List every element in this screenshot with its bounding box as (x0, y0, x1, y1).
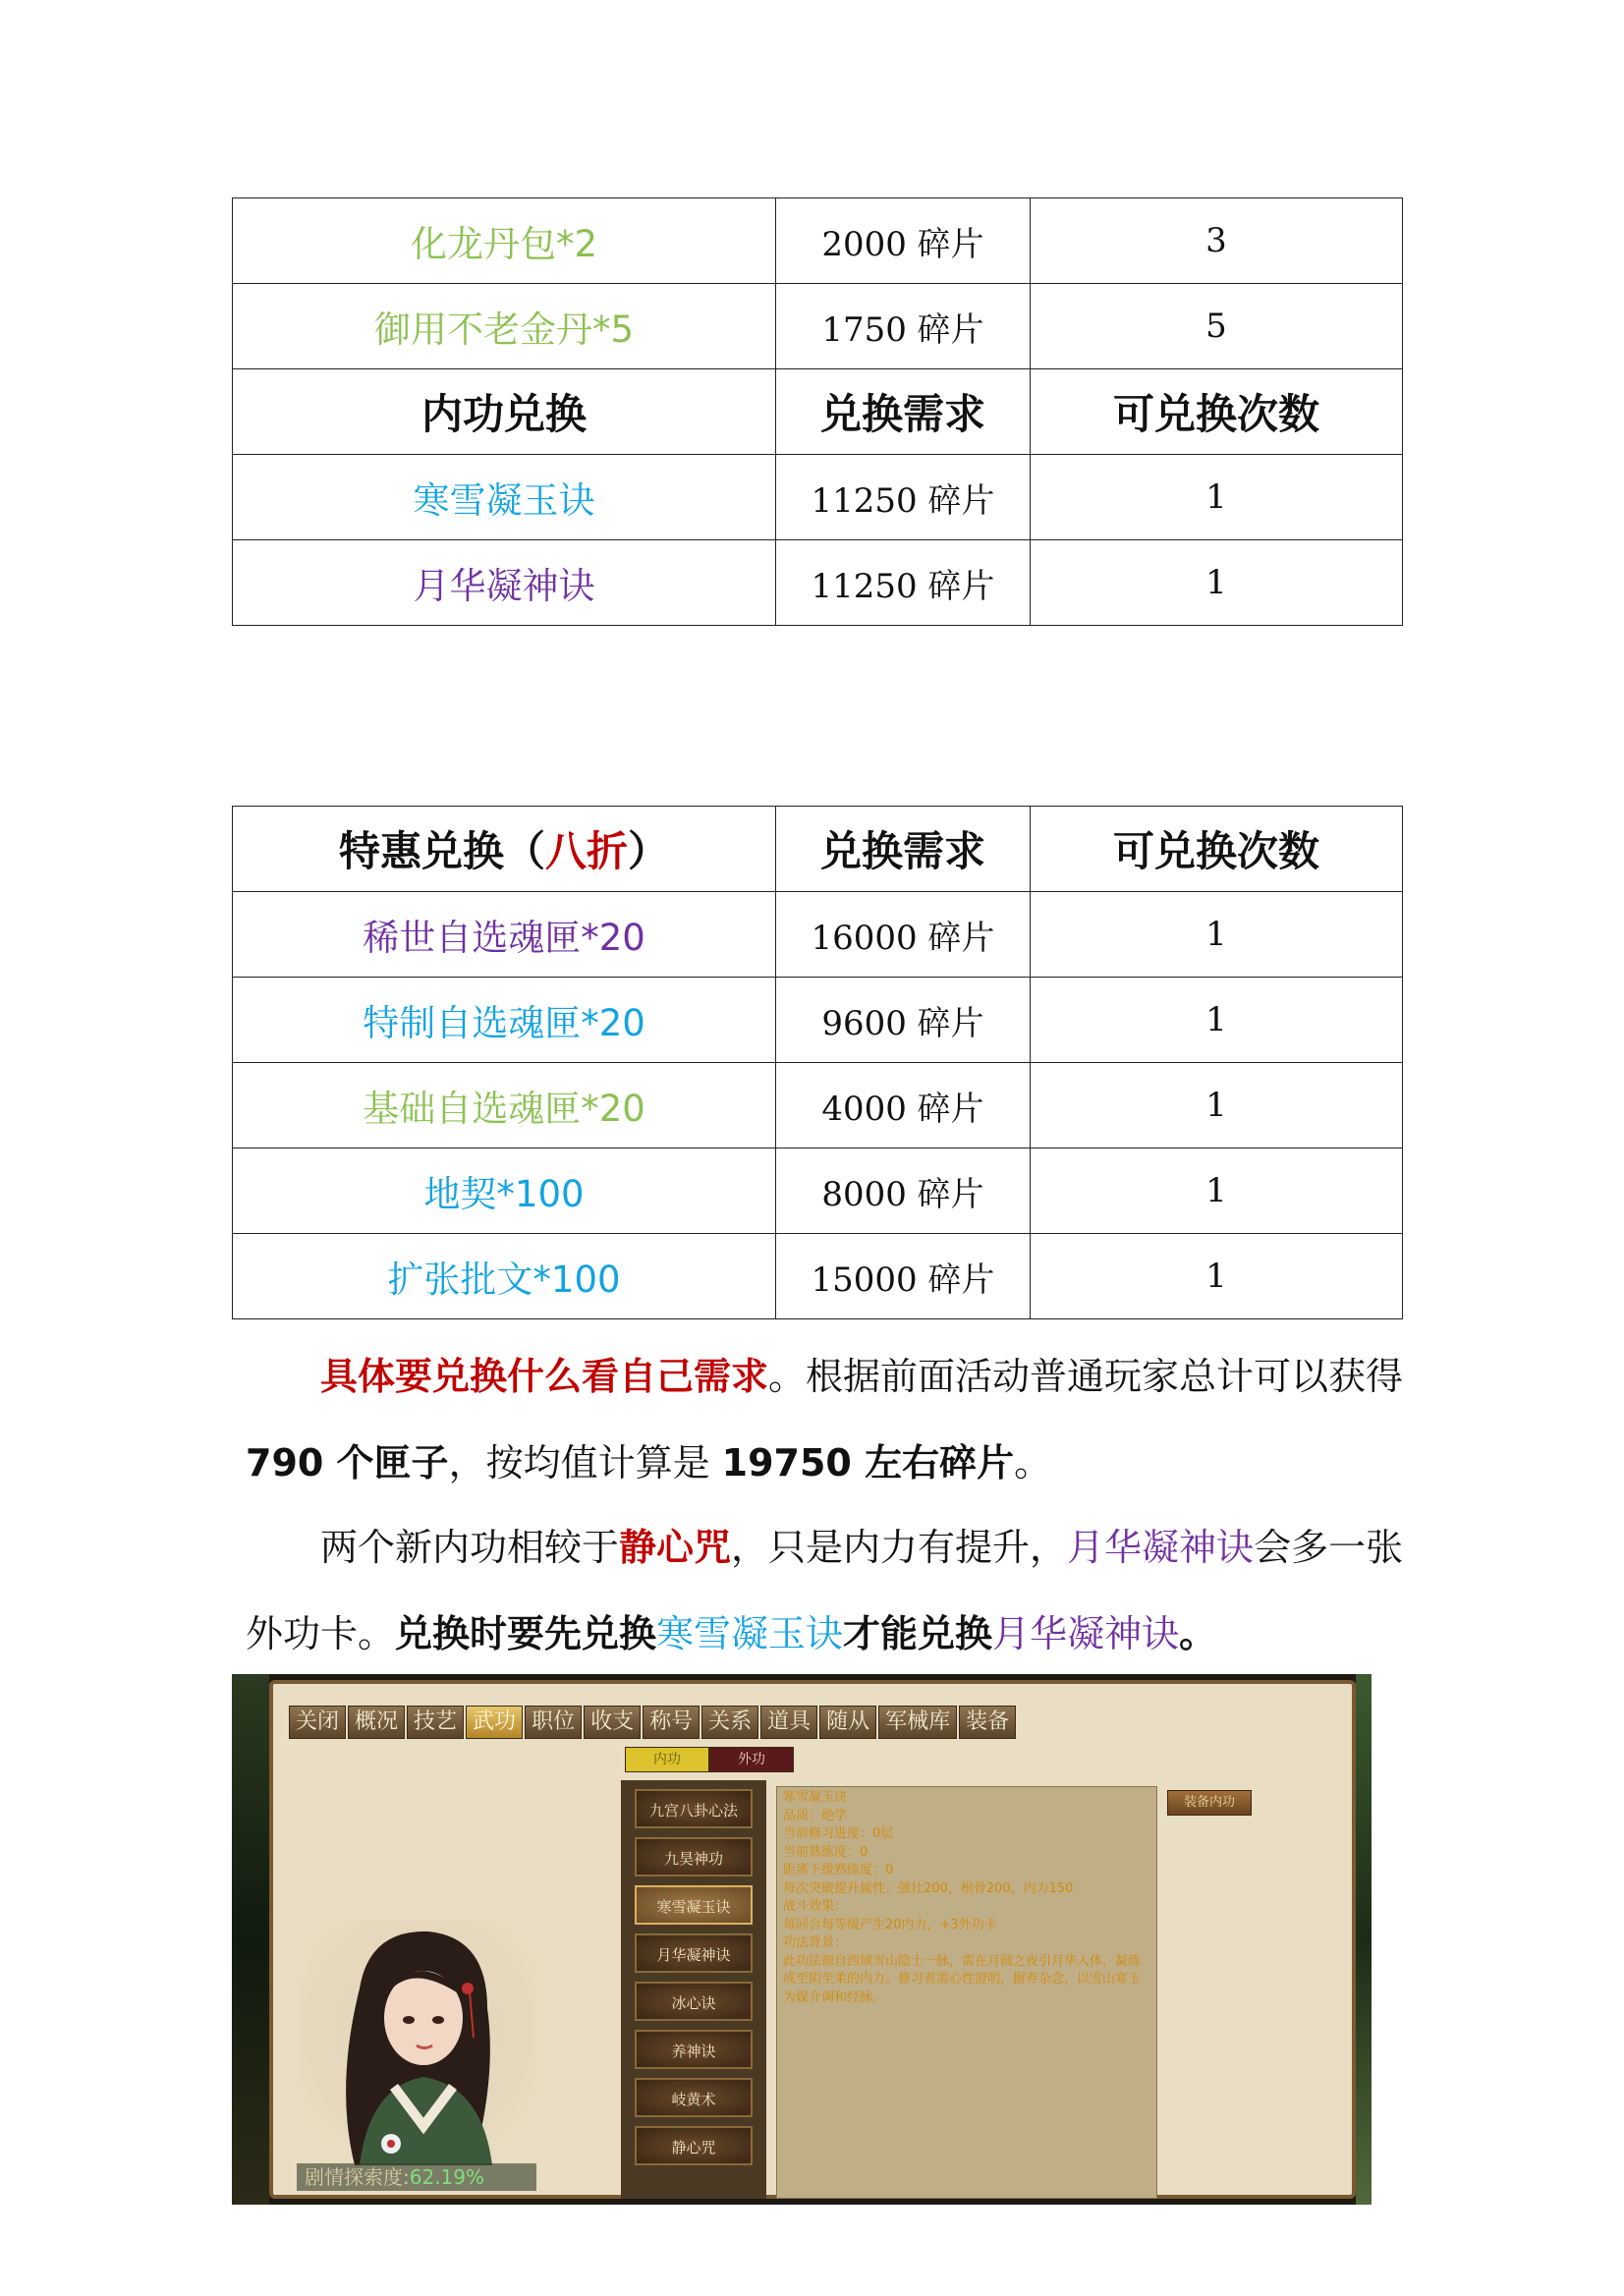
tab-relations[interactable]: 关系 (701, 1706, 758, 1739)
table-row (233, 892, 1403, 978)
item-cost: 11250 碎片 (776, 455, 1031, 540)
item-cost: 1750 碎片 (776, 284, 1031, 369)
item-times: 1 (1031, 540, 1403, 626)
table-row (233, 1148, 1403, 1234)
skill-list (621, 1780, 766, 2199)
tab-close[interactable]: 关闭 (289, 1706, 346, 1739)
story-progress: 剧情探索度:62.19% (297, 2163, 536, 2191)
tab-finance[interactable]: 收支 (584, 1706, 641, 1739)
desc-line: 寒雪凝玉诀 (783, 1790, 848, 1805)
item-name: 稀世自选魂匣*20 (233, 892, 776, 978)
table-row (233, 1063, 1403, 1148)
tab-skills[interactable]: 技艺 (407, 1706, 464, 1739)
header-cost: 兑换需求 (776, 807, 1031, 892)
item-cost: 8000 碎片 (776, 1148, 1031, 1234)
desc-line: 每次突破提升属性：强壮200，根骨200，内力150 (783, 1880, 1074, 1896)
item-times: 1 (1031, 1063, 1403, 1148)
skill-item[interactable]: 静心咒 (635, 2126, 753, 2165)
skill-item[interactable]: 冰心诀 (635, 1982, 753, 2021)
desc-line: 此功法源自西域雪山隐士一脉，需在月圆之夜引月华入体，凝练成至阴至柔的内力。修习者需心性澄明，摒弃杂念，以雪山寒玉为媒介调和经脉。 (783, 1953, 1142, 2005)
skill-item[interactable]: 养神诀 (635, 2030, 753, 2069)
table-row (233, 978, 1403, 1063)
item-times: 3 (1031, 198, 1403, 284)
skill-item[interactable]: 岐黄术 (635, 2078, 753, 2117)
skill-item[interactable]: 九宫八卦心法 (635, 1789, 753, 1828)
item-times: 1 (1031, 1148, 1403, 1234)
table-header-row (233, 807, 1403, 892)
table-row (233, 1234, 1403, 1319)
table-row (233, 540, 1403, 626)
exchange-table-1 (232, 197, 1403, 626)
header-times: 可兑换次数 (1031, 369, 1403, 455)
tab-followers[interactable]: 随从 (819, 1706, 876, 1739)
header-cost: 兑换需求 (776, 369, 1031, 455)
item-cost: 2000 碎片 (776, 198, 1031, 284)
tab-equipment[interactable]: 装备 (959, 1706, 1016, 1739)
exchange-table-2 (232, 806, 1403, 1319)
paragraph-note: 两个新内功相较于静心咒，只是内力有提升，月华凝神诀会多一张外功卡。兑换时要先兑换寒雪凝玉诀才能兑换月华凝神诀。 (246, 1526, 1404, 1655)
skill-item[interactable]: 九昊神功 (635, 1837, 753, 1876)
table-row (233, 455, 1403, 540)
paragraph-summary: 具体要兑换什么看自己需求。根据前面活动普通玩家总计可以获得 790 个匣子，按均值计算是 19750 左右碎片。 (246, 1355, 1404, 1484)
martial-subtabs (625, 1747, 794, 1772)
item-cost: 15000 碎片 (776, 1234, 1031, 1319)
desc-line: 当前熟练度：0 (783, 1844, 868, 1860)
tab-overview[interactable]: 概况 (348, 1706, 405, 1739)
item-name: 基础自选魂匣*20 (233, 1063, 776, 1148)
equip-inner-skill-button[interactable]: 装备内功 (1167, 1790, 1252, 1816)
background-scenery (232, 1674, 269, 2205)
item-name: 地契*100 (233, 1148, 776, 1234)
item-times: 1 (1031, 455, 1403, 540)
header-times: 可兑换次数 (1031, 807, 1403, 892)
tab-title[interactable]: 称号 (643, 1706, 700, 1739)
table-row (233, 284, 1403, 369)
item-name: 寒雪凝玉诀 (233, 455, 776, 540)
item-cost: 11250 碎片 (776, 540, 1031, 626)
item-name: 特制自选魂匣*20 (233, 978, 776, 1063)
skill-item[interactable]: 月华凝神诀 (635, 1933, 753, 1973)
item-cost: 16000 碎片 (776, 892, 1031, 978)
background-scenery (1356, 1674, 1372, 2205)
desc-line: 距离下级熟练度：0 (783, 1863, 894, 1877)
desc-line: 功法背景： (783, 1935, 848, 1950)
item-cost: 4000 碎片 (776, 1063, 1031, 1148)
skill-item-selected[interactable]: 寒雪凝玉诀 (635, 1885, 753, 1925)
table-row (233, 198, 1403, 284)
table-header-row (233, 369, 1403, 455)
tab-items[interactable]: 道具 (760, 1706, 817, 1739)
item-times: 1 (1031, 978, 1403, 1063)
game-screenshot (232, 1674, 1372, 2205)
tab-martial[interactable]: 武功 (466, 1706, 523, 1739)
item-name: 扩张批文*100 (233, 1234, 776, 1319)
tab-position[interactable]: 职位 (525, 1706, 582, 1739)
item-name: 御用不老金丹*5 (233, 284, 776, 369)
character-portrait (301, 1920, 536, 2165)
desc-line: 战斗效果： (783, 1899, 848, 1914)
item-cost: 9600 碎片 (776, 978, 1031, 1063)
skill-description (776, 1786, 1157, 2199)
item-name: 月华凝神诀 (233, 540, 776, 626)
item-times: 1 (1031, 1234, 1403, 1319)
item-times: 1 (1031, 892, 1403, 978)
desc-line: 每回合每等级产生20内力，+3外功卡 (783, 1917, 997, 1932)
desc-line: 当前修习进度：0层 (783, 1826, 894, 1841)
desc-line: 品质：绝学 (783, 1808, 848, 1823)
header-category: 特惠兑换（八折） (233, 807, 776, 892)
subtab-inner[interactable]: 内功 (625, 1747, 709, 1772)
subtab-outer[interactable]: 外功 (709, 1747, 794, 1772)
item-times: 5 (1031, 284, 1403, 369)
item-name: 化龙丹包*2 (233, 198, 776, 284)
panel-tabs (289, 1706, 1018, 1739)
header-category: 内功兑换 (233, 369, 776, 455)
tab-armory[interactable]: 军械库 (878, 1706, 957, 1739)
